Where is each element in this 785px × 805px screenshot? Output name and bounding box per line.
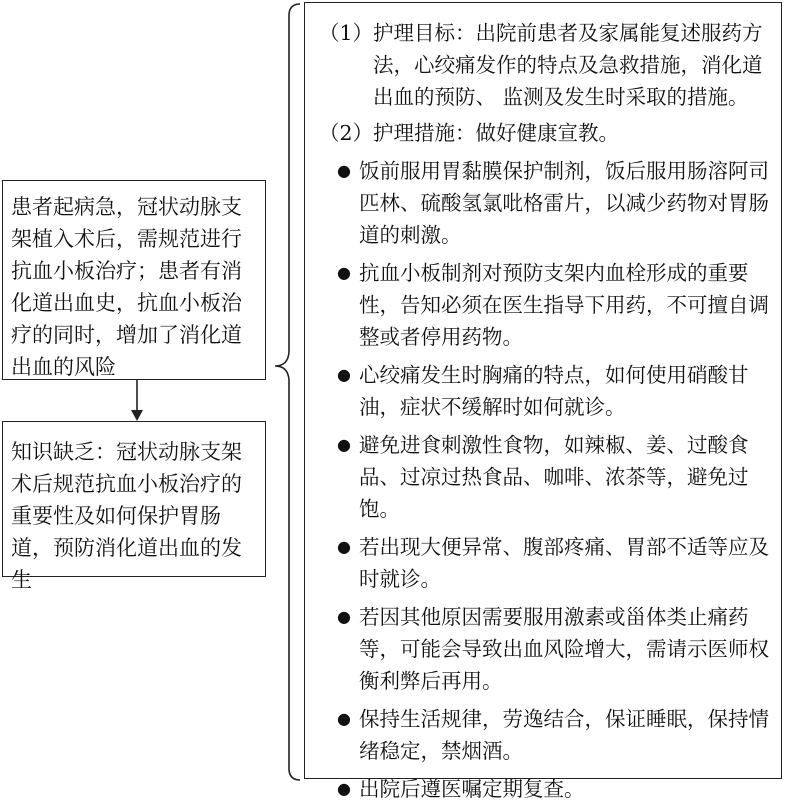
list-item-text: 饭前服用胃黏膜保护制剂，饭后服用肠溶阿司匹林、硫酸氢氯吡格雷片，以减少药物对胃肠道的刺激。: [359, 159, 769, 247]
list-item-text: 心绞痛发生时胸痛的特点，如何使用硝酸甘油，症状不缓解时如何就诊。: [359, 363, 749, 419]
bullet-dot-icon: ●: [337, 365, 351, 384]
list-item-text: 抗血小板制剂对预防支架内血栓形成的重要性，告知必须在医生指导下用药，不可擅自调整或者停用药物。: [359, 261, 769, 349]
knowledge-deficit-text: 知识缺乏：冠状动脉支架术后规范抗血小板治疗的重要性及如何保护胃肠道，预防消化道出血的发生: [11, 440, 242, 592]
list-item-text: 保持生活规律，劳逸结合，保证睡眠，保持情绪稳定，禁烟酒。: [359, 707, 769, 763]
bullet-dot-icon: ●: [337, 161, 351, 180]
list-item: [319, 601, 769, 697]
arrow-head: [131, 410, 143, 421]
goal-text: 护理目标：出院前患者及家属能复述服药方法，心绞痛发作的特点及急救措施，消化道出血的预防、 监测及发生时采取的措施。: [373, 21, 763, 109]
bullet-dot-icon: ●: [337, 537, 351, 556]
list-item: [319, 359, 769, 423]
list-item: [319, 257, 769, 353]
knowledge-deficit-box: [2, 421, 266, 592]
cause-box: [2, 180, 266, 380]
bullet-dot-icon: ●: [337, 435, 351, 454]
list-item: [319, 531, 769, 595]
list-item: [319, 155, 769, 251]
goal-number: （1）: [319, 21, 374, 45]
list-item: [319, 773, 769, 805]
list-item: [319, 703, 769, 767]
bullet-dot-icon: ●: [337, 709, 351, 728]
nursing-measures: [319, 117, 769, 149]
cause-text: 患者起病急，冠状动脉支架植入术后，需规范进行抗血小板治疗；患者有消化道出血史，抗血小板治疗的同时，增加了消化道出血的风险: [11, 195, 242, 379]
list-item-text: 出院后遵医嘱定期复查。: [359, 777, 585, 801]
nursing-goal: [319, 17, 769, 113]
nursing-plan-box: [304, 2, 782, 801]
list-item-text: 若出现大便异常、腹部疼痛、胃部不适等应及时就诊。: [359, 535, 769, 591]
measures-number: （2）: [319, 121, 374, 145]
curly-brace: [275, 4, 300, 780]
bullet-dot-icon: ●: [337, 263, 351, 282]
list-item-text: 避免进食刺激性食物，如辣椒、姜、过酸食品、过凉过热食品、咖啡、浓茶等，避免过饱。: [359, 433, 749, 521]
list-item-text: 若因其他原因需要服用激素或甾体类止痛药等，可能会导致出血风险增大，需请示医师权衡利弊后再用。: [359, 605, 769, 693]
bullet-dot-icon: ●: [337, 607, 351, 626]
bullet-dot-icon: ●: [337, 779, 351, 798]
measures-list: [319, 155, 769, 805]
measures-text: 护理措施：做好健康宣教。: [373, 121, 620, 145]
list-item: [319, 429, 769, 525]
